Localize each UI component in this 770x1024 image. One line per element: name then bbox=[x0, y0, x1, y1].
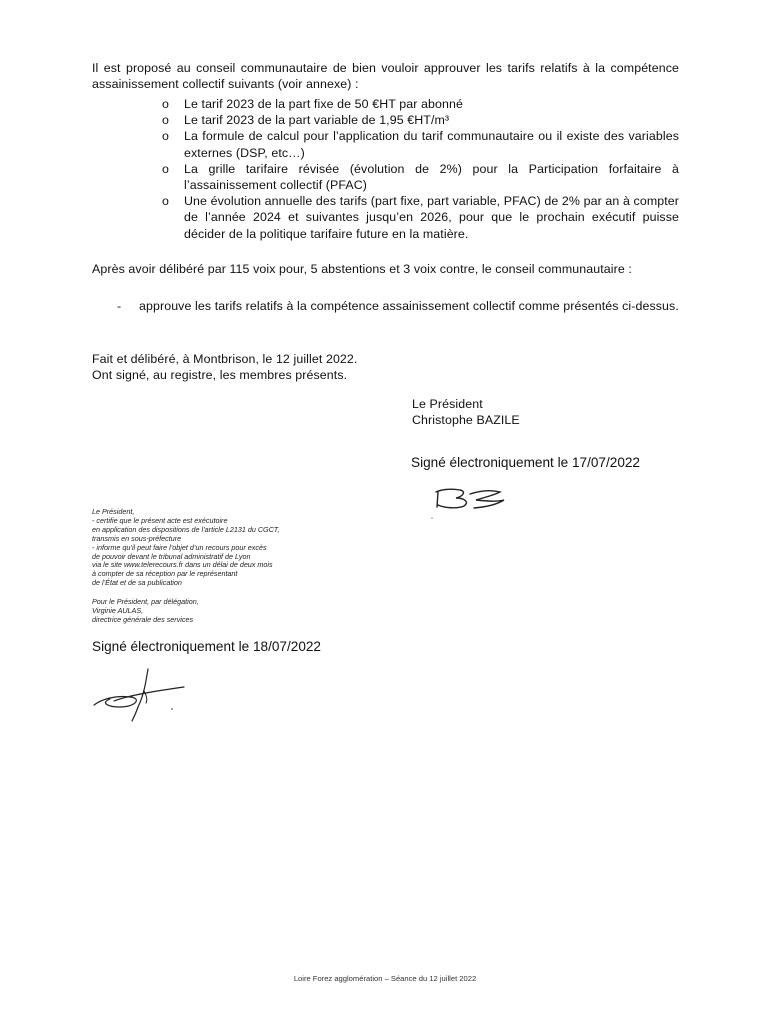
certification-line: de pouvoir devant le tribunal administratif de Lyon bbox=[92, 551, 251, 561]
list-item-text: La grille tarifaire révisée (évolution de 2%) pour la Participation forfaitaire à l’assainissement collectif (PFAC) bbox=[184, 161, 679, 193]
president-name: Christophe BAZILE bbox=[412, 413, 520, 427]
dash-marker: - bbox=[117, 299, 122, 313]
intro-paragraph: Il est proposé au conseil communautaire de bien vouloir approuver les tarifs relatifs à la compétence assainissement collectif suivants (voir annexe) : bbox=[92, 61, 679, 92]
certification-line: en application des dispositions de l’article L2131 du CGCT, bbox=[92, 524, 280, 534]
certification-line: de l’État et de sa publication bbox=[92, 578, 182, 588]
bullet-marker: o bbox=[162, 161, 169, 176]
president-signature-image bbox=[430, 480, 520, 520]
dgs-signature-image bbox=[90, 665, 190, 725]
delegation-line: directrice générale des services bbox=[92, 614, 194, 624]
electronic-signature-1: Signé électroniquement le 17/07/2022 bbox=[411, 455, 640, 470]
list-item bbox=[162, 96, 679, 112]
list-item bbox=[162, 128, 679, 160]
list-item bbox=[117, 298, 679, 314]
certification-line: transmis en sous-préfecture bbox=[92, 533, 182, 543]
bullet-marker: o bbox=[162, 129, 169, 144]
list-item-text: Le tarif 2023 de la part variable de 1,95 €HT/m³ bbox=[184, 113, 450, 128]
signed-register-line: Ont signé, au registre, les membres présents. bbox=[92, 368, 348, 382]
bullet-marker: o bbox=[162, 194, 169, 209]
done-at-line: Fait et délibéré, à Montbrison, le 12 juillet 2022. bbox=[92, 352, 358, 366]
tariff-list bbox=[162, 96, 679, 242]
delegation-line: Pour le Président, par délégation, bbox=[92, 597, 199, 606]
list-item-text: Le tarif 2023 de la part fixe de 50 €HT par abonné bbox=[184, 97, 463, 111]
certification-line: - informe qu’il peut faire l’objet d’un recours pour excès bbox=[92, 542, 267, 552]
president-title: Le Président bbox=[412, 397, 483, 411]
page-footer: Loire Forez agglomération – Séance du 12 juillet 2022 bbox=[293, 974, 477, 983]
list-item bbox=[162, 193, 679, 242]
list-item-text: approuve les tarifs relatifs à la compétence assainissement collectif comme présentés ci-dessus. bbox=[139, 299, 679, 313]
list-item-text: Une évolution annuelle des tarifs (part fixe, part variable, PFAC) de 2% par an à compter de l’année 2024 et suivantes jusqu’en 2026, pour que le prochain exécutif puisse décider de la politique tarifaire future en la matière. bbox=[184, 194, 679, 241]
decision-paragraph: Après avoir délibéré par 115 voix pour, 5 abstentions et 3 voix contre, le conseil communautaire : bbox=[92, 262, 632, 276]
list-item-text: La formule de calcul pour l’application du tarif communautaire ou il existe des variables externes (DSP, etc…) bbox=[184, 129, 679, 160]
delegation-line: Virginie AULAS, bbox=[92, 605, 144, 615]
certification-line: Le Président, bbox=[92, 507, 135, 516]
electronic-signature-2: Signé électroniquement le 18/07/2022 bbox=[92, 639, 321, 654]
certification-line: via le site www.telerecours.fr dans un délai de deux mois bbox=[92, 560, 273, 570]
list-item bbox=[162, 112, 679, 128]
bullet-marker: o bbox=[162, 113, 169, 128]
delegation-block bbox=[92, 598, 392, 625]
list-item bbox=[162, 161, 679, 193]
certification-line: - certifie que le présent acte est exécutoire bbox=[92, 515, 228, 525]
certification-line: à compter de sa réception par le représentant bbox=[92, 569, 238, 579]
certification-block bbox=[92, 508, 392, 588]
bullet-marker: o bbox=[162, 97, 169, 111]
decision-list bbox=[117, 298, 679, 314]
